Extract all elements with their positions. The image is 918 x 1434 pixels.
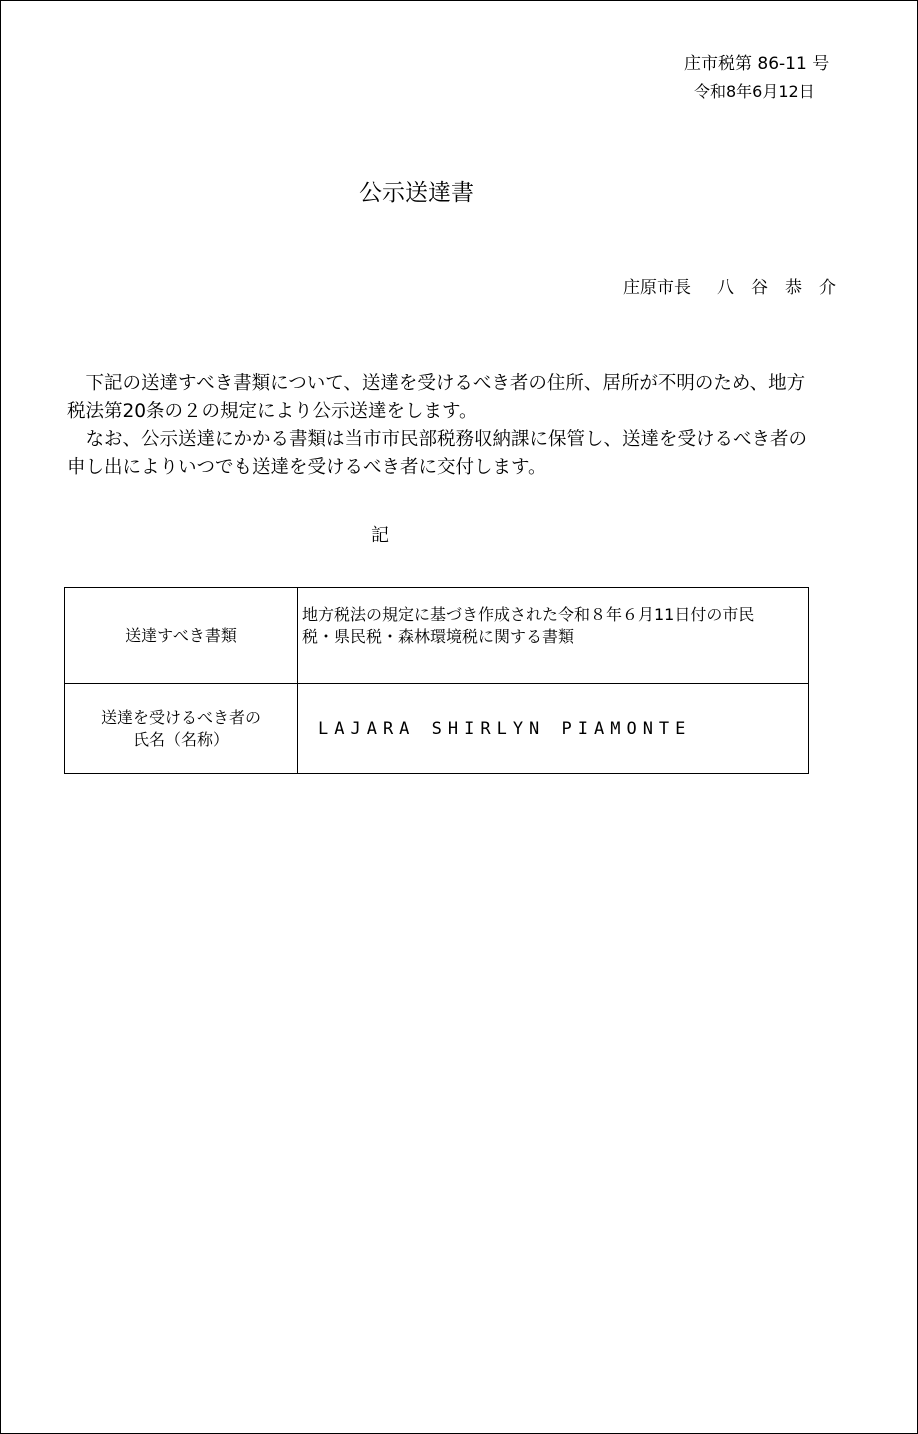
table-row-recipient bbox=[65, 684, 809, 774]
document-date: 令和8年6月12日 bbox=[694, 82, 815, 101]
document-title: 公示送達書 bbox=[359, 180, 474, 206]
notice-table bbox=[64, 587, 809, 774]
notice-body bbox=[67, 370, 807, 482]
recipient-value-cell bbox=[298, 684, 809, 774]
ki-heading: 記 bbox=[371, 525, 389, 546]
documents-value-line-2: 税・県民税・森林環境税に関する書類 bbox=[302, 627, 575, 646]
recipient-label-line-1: 送達を受けるべき者の bbox=[100, 707, 261, 727]
documents-value bbox=[298, 588, 809, 684]
document-number: 庄市税第 86-11 号 bbox=[684, 54, 830, 74]
body-paragraph-1: 下記の送達すべき書類について、送達を受けるべき者の住所、居所が不明のため、地方税法第20条の２の規定により公示送達をします。 bbox=[67, 373, 806, 422]
recipient-name: LAJARA SHIRLYN PIAMONTE bbox=[318, 718, 692, 739]
recipient-label-line-2: 氏名（名称） bbox=[132, 729, 229, 749]
documents-value-line-1: 地方税法の規定に基づき作成された令和８年６月11日付の市民 bbox=[302, 605, 755, 624]
table-row-documents bbox=[65, 588, 809, 684]
issuer-name: 八 谷 恭 介 bbox=[717, 278, 836, 298]
recipient-label bbox=[65, 684, 298, 774]
issuer bbox=[623, 273, 836, 298]
body-paragraph-2: なお、公示送達にかかる書類は当市市民部税務収納課に保管し、送達を受けるべき者の申し出によりいつでも送達を受けるべき者に交付します。 bbox=[67, 429, 808, 478]
documents-label: 送達すべき書類 bbox=[65, 588, 298, 684]
issuer-position: 庄原市長 bbox=[623, 278, 691, 298]
